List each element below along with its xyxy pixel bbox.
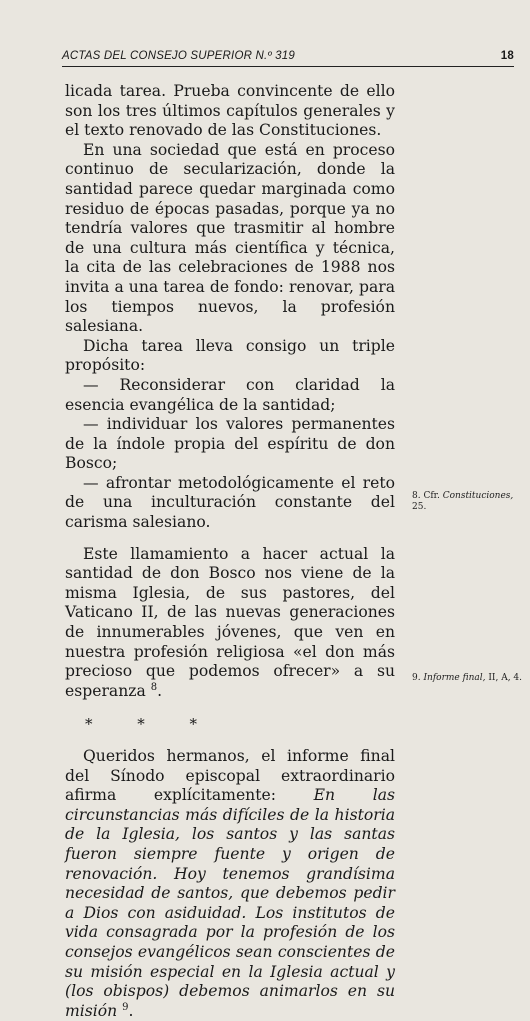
page-number: 18 xyxy=(500,50,514,62)
margin-note xyxy=(412,673,522,684)
list-item: — Reconsiderar con claridad la esencia evangélica de la santidad; xyxy=(65,375,395,414)
paragraph: Dicha tarea lleva consigo un triple propósito: xyxy=(65,336,395,375)
paragraph: licada tarea. Prueba convincente de ello son los tres últimos capítulos generales y el texto renovado de las Constituciones. xyxy=(65,82,395,140)
paragraph-text: Queridos hermanos, el informe final del Sínodo episcopal extraordinario afirma explícitamente: xyxy=(65,747,395,805)
note-ref: 25. xyxy=(412,502,427,512)
note-title: Informe final, xyxy=(423,673,486,683)
footnote-ref: 8 xyxy=(150,681,158,693)
body-text xyxy=(65,82,395,1021)
note-prefix: 9. xyxy=(412,673,421,683)
footnote-ref: 9 xyxy=(122,1001,129,1013)
header-rule xyxy=(62,66,514,67)
margin-note xyxy=(412,491,522,513)
paragraph-text: Este llamamiento a hacer actual la santidad de don Bosco nos viene de la misma Iglesia, de sus pastores, del Vaticano II, de las nuevas generaciones de innumerables jóvenes, que ven en nuestra profesión religiosa «el don más precioso que podemos ofrecer» a su esperanza xyxy=(65,544,395,700)
note-prefix: 8. Cfr. xyxy=(412,491,440,501)
list-item: — afrontar metodológicamente el reto de una inculturación constante del carisma salesiano. xyxy=(65,473,395,532)
note-ref: II, A, 4. xyxy=(488,673,523,683)
paragraph: En una sociedad que está en proceso continuo de secularización, donde la santidad parece quedar marginada como residuo de épocas pasadas, porque ya no tendría valores que trasmitir al hombre de una cultura más científica y técnica, la cita de las celebraciones de 1988 nos invita a una tarea de fondo: renovar, para los tiempos nuevos, la profesión salesiana. xyxy=(65,140,395,336)
paragraph: Este llamamiento a hacer actual la santidad de don Bosco nos viene de la misma Iglesia, de sus pastores, del Vaticano II, de las nuevas generaciones de innumerables jóvenes, que ven en nuestra profesión religiosa «el don más precioso que podemos ofrecer» a su esperanza $^8$. xyxy=(65,544,395,700)
note-title: Constituciones, xyxy=(442,491,514,501)
running-header xyxy=(62,50,514,66)
running-title: ACTAS DEL CONSEJO SUPERIOR N.º 319 xyxy=(62,50,295,62)
section-separator: * * * xyxy=(85,715,218,734)
quotation: En las circunstancias más difíciles de la historia de la Iglesia, los santos y las santas fueron siempre fuente y origen de renovación. Hoy tenemos grandísima necesidad de santos, que debemos pedir a Dios con asiduidad. Los institutos de vida consagrada por la profesión de los consejos evangélicos sean conscientes de su misión especial en la Iglesia actual y (los obispos) debemos animarlos en su misión xyxy=(65,786,395,1020)
list-item: — individuar los valores permanentes de la índole propia del espíritu de don Bosco; xyxy=(65,415,395,473)
paragraph: Queridos hermanos, el informe final del Sínodo episcopal extraordinario afirma explícitamente: En las circunstancias más difíciles de la historia de la Iglesia, los santos y las santas fueron siempre fuente y origen de renovación. Hoy tenemos grandísima necesidad de santos, que debemos pedir a Dios con asiduidad. Los institutos de vida consagrada por la profesión de los consejos evangélicos sean conscientes de su misión especial en la Iglesia actual y (los obispos) debemos animarlos en su misión $^9$. xyxy=(65,747,395,1020)
